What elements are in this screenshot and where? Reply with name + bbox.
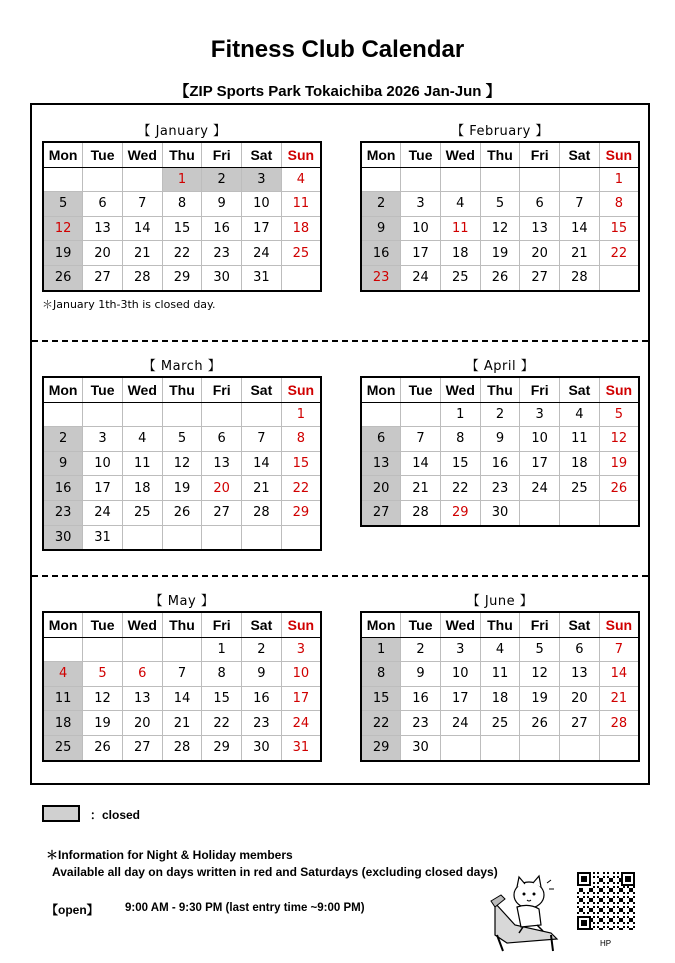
closed-legend-label: ：closed bbox=[90, 808, 141, 822]
day-cell: 12 bbox=[599, 427, 639, 452]
day-cell: 10 bbox=[281, 662, 321, 687]
day-cell: 22 bbox=[440, 476, 480, 501]
treadmill-mascot-illustration bbox=[487, 873, 565, 953]
empty-day-cell bbox=[599, 735, 639, 760]
day-cell: 29 bbox=[440, 500, 480, 525]
day-cell: 18 bbox=[43, 711, 83, 736]
day-cell: 13 bbox=[202, 451, 242, 476]
section-divider bbox=[32, 340, 648, 342]
day-cell: 19 bbox=[480, 241, 520, 266]
day-cell: 27 bbox=[361, 500, 401, 525]
weekday-header: Wed bbox=[440, 142, 480, 167]
day-cell: 22 bbox=[281, 476, 321, 501]
weekday-header: Sun bbox=[599, 142, 639, 167]
month-march bbox=[42, 358, 322, 551]
day-cell: 17 bbox=[83, 476, 123, 501]
day-cell: 4 bbox=[43, 662, 83, 687]
empty-day-cell bbox=[401, 167, 441, 192]
day-cell: 16 bbox=[242, 686, 282, 711]
empty-day-cell bbox=[122, 402, 162, 427]
day-cell: 19 bbox=[162, 476, 202, 501]
empty-day-cell bbox=[83, 167, 123, 192]
day-cell: 10 bbox=[401, 216, 441, 241]
day-cell: 12 bbox=[520, 662, 560, 687]
day-cell: 28 bbox=[242, 500, 282, 525]
day-cell: 18 bbox=[122, 476, 162, 501]
day-cell: 13 bbox=[122, 686, 162, 711]
day-cell: 16 bbox=[202, 216, 242, 241]
day-cell: 19 bbox=[520, 686, 560, 711]
weekday-header: Sat bbox=[242, 142, 282, 167]
day-cell: 15 bbox=[281, 451, 321, 476]
day-cell: 6 bbox=[520, 192, 560, 217]
page-title: Fitness Club Calendar bbox=[210, 36, 465, 63]
closed-legend-swatch bbox=[42, 805, 80, 822]
day-cell: 5 bbox=[520, 637, 560, 662]
day-cell: 11 bbox=[560, 427, 600, 452]
empty-day-cell bbox=[520, 167, 560, 192]
day-cell: 13 bbox=[361, 451, 401, 476]
day-cell: 28 bbox=[401, 500, 441, 525]
day-cell: 2 bbox=[202, 167, 242, 192]
empty-day-cell bbox=[202, 525, 242, 550]
day-cell: 3 bbox=[440, 637, 480, 662]
weekday-header: Sat bbox=[560, 377, 600, 402]
day-cell: 17 bbox=[242, 216, 282, 241]
day-cell: 4 bbox=[560, 402, 600, 427]
day-cell: 11 bbox=[281, 192, 321, 217]
month-grid bbox=[360, 376, 640, 527]
day-cell: 26 bbox=[83, 735, 123, 760]
day-cell: 28 bbox=[122, 265, 162, 290]
month-june bbox=[360, 593, 640, 762]
day-cell: 20 bbox=[520, 241, 560, 266]
day-cell: 23 bbox=[480, 476, 520, 501]
day-cell: 5 bbox=[43, 192, 83, 217]
day-cell: 9 bbox=[202, 192, 242, 217]
month-title: 【 May 】 bbox=[149, 594, 215, 609]
empty-day-cell bbox=[83, 402, 123, 427]
day-cell: 23 bbox=[401, 711, 441, 736]
day-cell: 23 bbox=[242, 711, 282, 736]
empty-day-cell bbox=[202, 402, 242, 427]
day-cell: 8 bbox=[599, 192, 639, 217]
day-cell: 24 bbox=[83, 500, 123, 525]
open-label: 【open】 bbox=[46, 903, 99, 917]
day-cell: 27 bbox=[122, 735, 162, 760]
day-cell: 23 bbox=[202, 241, 242, 266]
day-cell: 24 bbox=[401, 265, 441, 290]
day-cell: 30 bbox=[43, 525, 83, 550]
day-cell: 8 bbox=[281, 427, 321, 452]
day-cell: 5 bbox=[162, 427, 202, 452]
day-cell: 9 bbox=[43, 451, 83, 476]
day-cell: 14 bbox=[599, 662, 639, 687]
empty-day-cell bbox=[520, 735, 560, 760]
day-cell: 11 bbox=[43, 686, 83, 711]
day-cell: 4 bbox=[440, 192, 480, 217]
day-cell: 2 bbox=[242, 637, 282, 662]
day-cell: 1 bbox=[361, 637, 401, 662]
weekday-header: Tue bbox=[83, 612, 123, 637]
day-cell: 7 bbox=[122, 192, 162, 217]
weekday-header: Sat bbox=[560, 142, 600, 167]
month-title: 【 January 】 bbox=[137, 124, 227, 139]
day-cell: 20 bbox=[83, 241, 123, 266]
day-cell: 18 bbox=[440, 241, 480, 266]
day-cell: 14 bbox=[560, 216, 600, 241]
empty-day-cell bbox=[281, 265, 321, 290]
day-cell: 26 bbox=[480, 265, 520, 290]
day-cell: 16 bbox=[480, 451, 520, 476]
day-cell: 10 bbox=[83, 451, 123, 476]
day-cell: 14 bbox=[242, 451, 282, 476]
day-cell: 6 bbox=[202, 427, 242, 452]
day-cell: 30 bbox=[401, 735, 441, 760]
weekday-header: Sun bbox=[281, 612, 321, 637]
day-cell: 1 bbox=[440, 402, 480, 427]
day-cell: 31 bbox=[281, 735, 321, 760]
day-cell: 21 bbox=[599, 686, 639, 711]
day-cell: 18 bbox=[281, 216, 321, 241]
empty-day-cell bbox=[242, 525, 282, 550]
day-cell: 27 bbox=[83, 265, 123, 290]
day-cell: 25 bbox=[122, 500, 162, 525]
weekday-header: Fri bbox=[202, 612, 242, 637]
month-title: 【 March 】 bbox=[142, 359, 222, 374]
day-cell: 25 bbox=[43, 735, 83, 760]
weekday-header: Mon bbox=[361, 377, 401, 402]
day-cell: 21 bbox=[242, 476, 282, 501]
weekday-header: Thu bbox=[480, 612, 520, 637]
month-title: 【 February 】 bbox=[451, 124, 549, 139]
day-cell: 12 bbox=[43, 216, 83, 241]
weekday-header: Sat bbox=[242, 377, 282, 402]
month-grid bbox=[42, 611, 322, 762]
month-grid bbox=[42, 141, 322, 292]
weekday-header: Mon bbox=[43, 142, 83, 167]
day-cell: 10 bbox=[242, 192, 282, 217]
day-cell: 20 bbox=[202, 476, 242, 501]
day-cell: 8 bbox=[202, 662, 242, 687]
day-cell: 24 bbox=[440, 711, 480, 736]
empty-day-cell bbox=[162, 637, 202, 662]
weekday-header: Wed bbox=[440, 612, 480, 637]
weekday-header: Wed bbox=[122, 142, 162, 167]
day-cell: 12 bbox=[162, 451, 202, 476]
month-grid bbox=[360, 611, 640, 762]
day-cell: 27 bbox=[560, 711, 600, 736]
empty-day-cell bbox=[43, 637, 83, 662]
day-cell: 4 bbox=[281, 167, 321, 192]
empty-day-cell bbox=[361, 402, 401, 427]
day-cell: 1 bbox=[162, 167, 202, 192]
month-april bbox=[360, 358, 640, 527]
day-cell: 3 bbox=[242, 167, 282, 192]
weekday-header: Sun bbox=[599, 377, 639, 402]
weekday-header: Sun bbox=[281, 377, 321, 402]
day-cell: 1 bbox=[599, 167, 639, 192]
day-cell: 13 bbox=[520, 216, 560, 241]
day-cell: 15 bbox=[599, 216, 639, 241]
day-cell: 3 bbox=[401, 192, 441, 217]
day-cell: 7 bbox=[162, 662, 202, 687]
info-text: Available all day on days written in red and Saturdays (excluding closed days) bbox=[52, 865, 498, 879]
day-cell: 9 bbox=[480, 427, 520, 452]
day-cell: 26 bbox=[599, 476, 639, 501]
day-cell: 3 bbox=[83, 427, 123, 452]
day-cell: 30 bbox=[242, 735, 282, 760]
section-divider bbox=[32, 575, 648, 577]
day-cell: 17 bbox=[401, 241, 441, 266]
weekday-header: Mon bbox=[361, 142, 401, 167]
day-cell: 2 bbox=[401, 637, 441, 662]
empty-day-cell bbox=[520, 500, 560, 525]
day-cell: 31 bbox=[83, 525, 123, 550]
month-february bbox=[360, 123, 640, 292]
day-cell: 20 bbox=[560, 686, 600, 711]
day-cell: 9 bbox=[242, 662, 282, 687]
weekday-header: Sat bbox=[242, 612, 282, 637]
empty-day-cell bbox=[361, 167, 401, 192]
weekday-header: Mon bbox=[43, 377, 83, 402]
day-cell: 6 bbox=[361, 427, 401, 452]
day-cell: 23 bbox=[43, 500, 83, 525]
day-cell: 19 bbox=[43, 241, 83, 266]
day-cell: 11 bbox=[440, 216, 480, 241]
weekday-header: Thu bbox=[480, 377, 520, 402]
day-cell: 21 bbox=[560, 241, 600, 266]
day-cell: 29 bbox=[281, 500, 321, 525]
qr-caption: HP bbox=[600, 939, 612, 948]
day-cell: 22 bbox=[599, 241, 639, 266]
day-cell: 1 bbox=[281, 402, 321, 427]
day-cell: 25 bbox=[560, 476, 600, 501]
day-cell: 30 bbox=[202, 265, 242, 290]
weekday-header: Tue bbox=[83, 377, 123, 402]
empty-day-cell bbox=[560, 167, 600, 192]
day-cell: 11 bbox=[122, 451, 162, 476]
empty-day-cell bbox=[440, 735, 480, 760]
day-cell: 15 bbox=[440, 451, 480, 476]
day-cell: 16 bbox=[401, 686, 441, 711]
weekday-header: Thu bbox=[162, 377, 202, 402]
day-cell: 24 bbox=[242, 241, 282, 266]
day-cell: 17 bbox=[520, 451, 560, 476]
weekday-header: Wed bbox=[122, 377, 162, 402]
weekday-header: Wed bbox=[440, 377, 480, 402]
open-hours: 9:00 AM - 9:30 PM (last entry time ~9:00 PM) bbox=[125, 902, 365, 914]
day-cell: 26 bbox=[520, 711, 560, 736]
empty-day-cell bbox=[480, 735, 520, 760]
day-cell: 18 bbox=[480, 686, 520, 711]
weekday-header: Thu bbox=[162, 142, 202, 167]
day-cell: 1 bbox=[202, 637, 242, 662]
day-cell: 2 bbox=[361, 192, 401, 217]
day-cell: 7 bbox=[560, 192, 600, 217]
day-cell: 23 bbox=[361, 265, 401, 290]
empty-day-cell bbox=[43, 402, 83, 427]
day-cell: 22 bbox=[361, 711, 401, 736]
weekday-header: Fri bbox=[520, 142, 560, 167]
day-cell: 6 bbox=[560, 637, 600, 662]
day-cell: 16 bbox=[361, 241, 401, 266]
day-cell: 24 bbox=[281, 711, 321, 736]
day-cell: 16 bbox=[43, 476, 83, 501]
weekday-header: Fri bbox=[202, 377, 242, 402]
weekday-header: Sat bbox=[560, 612, 600, 637]
day-cell: 24 bbox=[520, 476, 560, 501]
month-grid bbox=[42, 376, 322, 551]
day-cell: 6 bbox=[83, 192, 123, 217]
day-cell: 4 bbox=[122, 427, 162, 452]
day-cell: 22 bbox=[202, 711, 242, 736]
month-january bbox=[42, 123, 322, 312]
page-subtitle: 【ZIP Sports Park Tokaichiba 2026 Jan-Jun 】 bbox=[174, 83, 501, 100]
weekday-header: Thu bbox=[480, 142, 520, 167]
day-cell: 29 bbox=[202, 735, 242, 760]
day-cell: 17 bbox=[440, 686, 480, 711]
empty-day-cell bbox=[162, 525, 202, 550]
day-cell: 2 bbox=[43, 427, 83, 452]
empty-day-cell bbox=[83, 637, 123, 662]
day-cell: 9 bbox=[361, 216, 401, 241]
day-cell: 15 bbox=[361, 686, 401, 711]
weekday-header: Tue bbox=[83, 142, 123, 167]
day-cell: 29 bbox=[162, 265, 202, 290]
day-cell: 12 bbox=[83, 686, 123, 711]
day-cell: 8 bbox=[440, 427, 480, 452]
day-cell: 28 bbox=[599, 711, 639, 736]
day-cell: 8 bbox=[361, 662, 401, 687]
month-title: 【 April 】 bbox=[465, 359, 535, 374]
day-cell: 12 bbox=[480, 216, 520, 241]
empty-day-cell bbox=[560, 735, 600, 760]
day-cell: 14 bbox=[162, 686, 202, 711]
weekday-header: Sun bbox=[599, 612, 639, 637]
weekday-header: Tue bbox=[401, 142, 441, 167]
empty-day-cell bbox=[122, 525, 162, 550]
empty-day-cell bbox=[599, 500, 639, 525]
empty-day-cell bbox=[440, 167, 480, 192]
day-cell: 11 bbox=[480, 662, 520, 687]
day-cell: 26 bbox=[162, 500, 202, 525]
empty-day-cell bbox=[560, 500, 600, 525]
day-cell: 20 bbox=[122, 711, 162, 736]
day-cell: 27 bbox=[202, 500, 242, 525]
day-cell: 15 bbox=[202, 686, 242, 711]
day-cell: 3 bbox=[281, 637, 321, 662]
day-cell: 17 bbox=[281, 686, 321, 711]
empty-day-cell bbox=[281, 525, 321, 550]
month-grid bbox=[360, 141, 640, 292]
day-cell: 20 bbox=[361, 476, 401, 501]
day-cell: 5 bbox=[83, 662, 123, 687]
day-cell: 10 bbox=[440, 662, 480, 687]
month-title: 【 June 】 bbox=[466, 594, 534, 609]
day-cell: 30 bbox=[480, 500, 520, 525]
weekday-header: Tue bbox=[401, 612, 441, 637]
weekday-header: Fri bbox=[202, 142, 242, 167]
day-cell: 28 bbox=[560, 265, 600, 290]
info-heading: ＊Information for Night & Holiday members bbox=[46, 848, 293, 862]
weekday-header: Wed bbox=[122, 612, 162, 637]
empty-day-cell bbox=[122, 637, 162, 662]
weekday-header: Tue bbox=[401, 377, 441, 402]
empty-day-cell bbox=[599, 265, 639, 290]
weekday-header: Fri bbox=[520, 612, 560, 637]
empty-day-cell bbox=[242, 402, 282, 427]
empty-day-cell bbox=[401, 402, 441, 427]
day-cell: 14 bbox=[122, 216, 162, 241]
day-cell: 25 bbox=[281, 241, 321, 266]
day-cell: 14 bbox=[401, 451, 441, 476]
day-cell: 19 bbox=[83, 711, 123, 736]
day-cell: 27 bbox=[520, 265, 560, 290]
day-cell: 5 bbox=[480, 192, 520, 217]
empty-day-cell bbox=[162, 402, 202, 427]
day-cell: 22 bbox=[162, 241, 202, 266]
day-cell: 6 bbox=[122, 662, 162, 687]
weekday-header: Thu bbox=[162, 612, 202, 637]
day-cell: 4 bbox=[480, 637, 520, 662]
day-cell: 18 bbox=[560, 451, 600, 476]
day-cell: 8 bbox=[162, 192, 202, 217]
weekday-header: Mon bbox=[43, 612, 83, 637]
day-cell: 15 bbox=[162, 216, 202, 241]
month-note: ＊January 1th-3th is closed day. bbox=[42, 297, 216, 311]
qr-code[interactable] bbox=[577, 872, 635, 930]
weekday-header: Fri bbox=[520, 377, 560, 402]
day-cell: 21 bbox=[162, 711, 202, 736]
empty-day-cell bbox=[43, 167, 83, 192]
month-may bbox=[42, 593, 322, 762]
day-cell: 9 bbox=[401, 662, 441, 687]
day-cell: 7 bbox=[599, 637, 639, 662]
day-cell: 7 bbox=[242, 427, 282, 452]
weekday-header: Sun bbox=[281, 142, 321, 167]
day-cell: 5 bbox=[599, 402, 639, 427]
day-cell: 26 bbox=[43, 265, 83, 290]
day-cell: 25 bbox=[480, 711, 520, 736]
day-cell: 31 bbox=[242, 265, 282, 290]
day-cell: 21 bbox=[122, 241, 162, 266]
empty-day-cell bbox=[480, 167, 520, 192]
day-cell: 2 bbox=[480, 402, 520, 427]
day-cell: 29 bbox=[361, 735, 401, 760]
day-cell: 10 bbox=[520, 427, 560, 452]
day-cell: 13 bbox=[560, 662, 600, 687]
day-cell: 28 bbox=[162, 735, 202, 760]
day-cell: 25 bbox=[440, 265, 480, 290]
day-cell: 3 bbox=[520, 402, 560, 427]
weekday-header: Mon bbox=[361, 612, 401, 637]
day-cell: 13 bbox=[83, 216, 123, 241]
day-cell: 7 bbox=[401, 427, 441, 452]
day-cell: 21 bbox=[401, 476, 441, 501]
day-cell: 19 bbox=[599, 451, 639, 476]
empty-day-cell bbox=[122, 167, 162, 192]
